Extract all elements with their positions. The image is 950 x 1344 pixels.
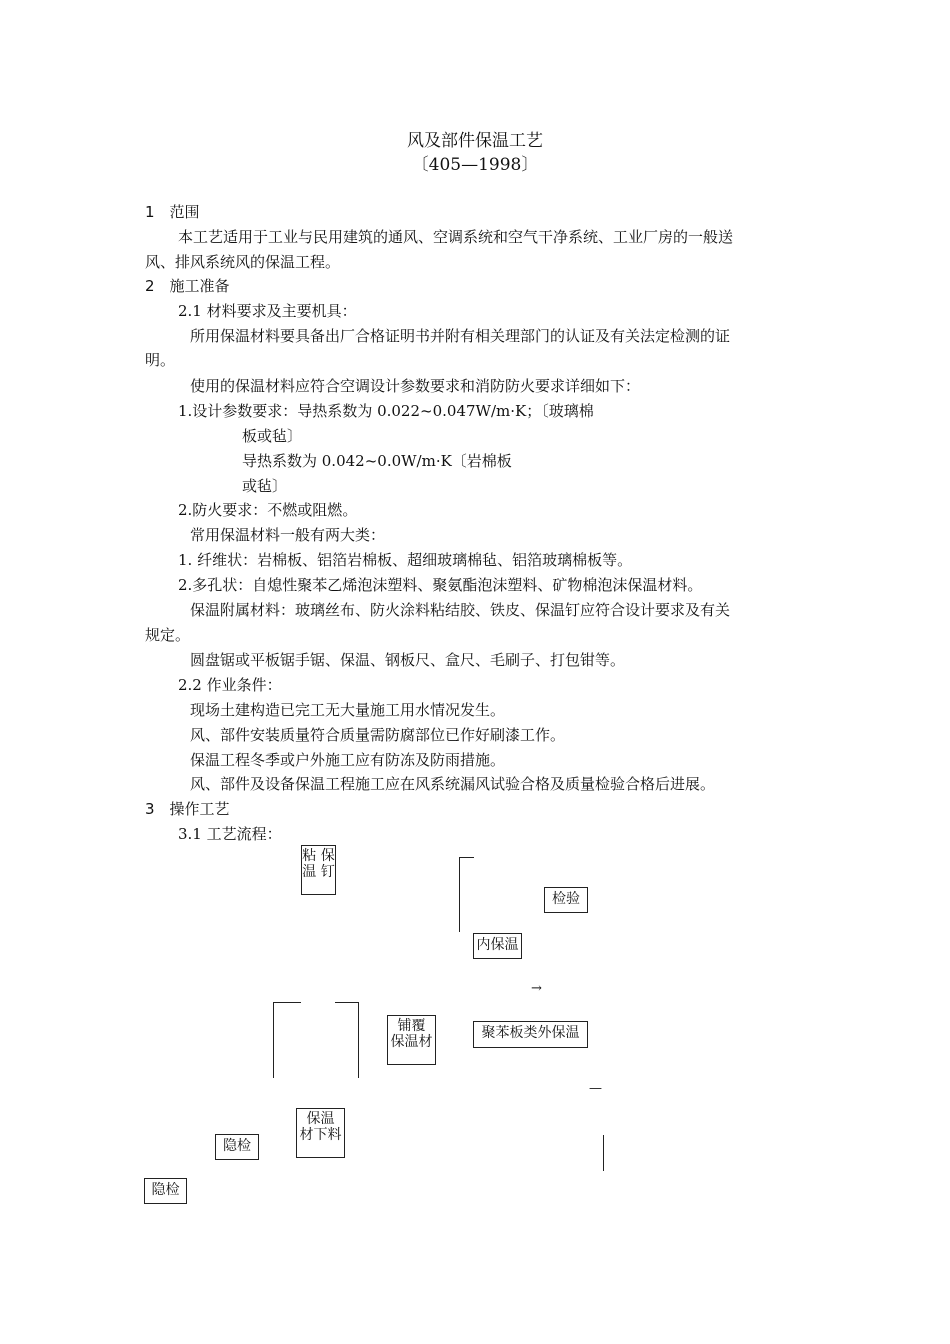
flow-arrow: → <box>531 981 542 996</box>
flow-connector <box>603 1135 604 1171</box>
paragraph-line: 现场土建构造已完工无大量施工用水情况发生。 <box>190 701 506 719</box>
subsection-2-1: 2.1 材料要求及主要机具： <box>178 302 357 320</box>
paragraph-line: 常用保温材料一般有两大类： <box>190 526 386 544</box>
flow-node-inspect: 检验 <box>544 887 588 913</box>
flow-dash: — <box>589 1081 602 1096</box>
paragraph-line: 圆盘锯或平板锯手锯、保温、钢板尺、盒尺、毛刷子、打包钳等。 <box>190 651 626 669</box>
paragraph-line: 风、部件安装质量符合质量需防腐部位已作好刷漆工作。 <box>190 726 566 744</box>
flow-node-nail: 粘 保 温 钉 <box>301 845 336 895</box>
flow-node-inner-insulation: 内保温 <box>473 933 522 959</box>
flow-node-outer-insulation: 聚苯板类外保温 <box>473 1021 588 1048</box>
flow-node-hidden-inspection: 隐检 <box>215 1134 259 1160</box>
paragraph-line: 风、排风系统风的保温工程。 <box>145 253 341 271</box>
list-item-continuation: 导热系数为 0.042~0.0W/m·K〔岩棉板 <box>242 452 512 470</box>
list-item: 2.防火要求：不燃或阻燃。 <box>178 501 358 519</box>
section-3-heading: 3 操作工艺 <box>145 800 230 818</box>
list-item: 2.多孔状：自熄性聚苯乙烯泡沫塑料、聚氨酯泡沫塑料、矿物棉泡沫保温材料。 <box>178 576 703 594</box>
flow-connector <box>459 857 474 858</box>
paragraph-line: 保温工程冬季或户外施工应有防冻及防雨措施。 <box>190 751 506 769</box>
list-item: 1. 纤维状：岩棉板、铝箔岩棉板、超细玻璃棉毡、铝箔玻璃棉板等。 <box>178 551 633 569</box>
list-item: 1.设计参数要求：导热系数为 0.022~0.047W/m·K；〔玻璃棉 <box>178 402 594 420</box>
flow-connector <box>273 1002 301 1003</box>
section-2-heading: 2 施工准备 <box>145 277 230 295</box>
paragraph-line: 使用的保温材料应符合空调设计参数要求和消防防火要求详细如下： <box>190 377 641 395</box>
paragraph-line: 规定。 <box>145 626 191 644</box>
flow-node-hidden-inspection: 隐检 <box>144 1178 187 1204</box>
section-1-heading: 1 范围 <box>145 203 200 221</box>
flow-connector <box>335 1002 359 1003</box>
paragraph-line: 明。 <box>145 351 176 369</box>
subsection-2-2: 2.2 作业条件： <box>178 676 282 694</box>
doc-code: 〔405—1998〕 <box>411 155 539 175</box>
paragraph-line: 保温附属材料：玻璃丝布、防火涂料粘结胶、铁皮、保温钉应符合设计要求及有关 <box>190 601 731 619</box>
flow-connector <box>459 857 460 932</box>
flow-connector <box>358 1002 359 1078</box>
list-item-continuation: 板或毡〕 <box>242 427 303 445</box>
paragraph-line: 本工艺适用于工业与民用建筑的通风、空调系统和空气干净系统、工业厂房的一般送 <box>178 228 734 246</box>
flow-node-lay-material: 铺覆 保温材 <box>387 1015 436 1065</box>
list-item-continuation: 或毡〕 <box>242 477 288 495</box>
flow-connector <box>273 1002 274 1078</box>
doc-title: 风及部件保温工艺 <box>407 131 543 151</box>
flow-node-cut-material: 保温 材下料 <box>296 1108 345 1158</box>
paragraph-line: 风、部件及设备保温工程施工应在风系统漏风试验合格及质量检验合格后进展。 <box>190 775 716 793</box>
subsection-3-1: 3.1 工艺流程： <box>178 825 282 843</box>
paragraph-line: 所用保温材料要具备出厂合格证明书并附有相关理部门的认证及有关法定检测的证 <box>190 327 731 345</box>
